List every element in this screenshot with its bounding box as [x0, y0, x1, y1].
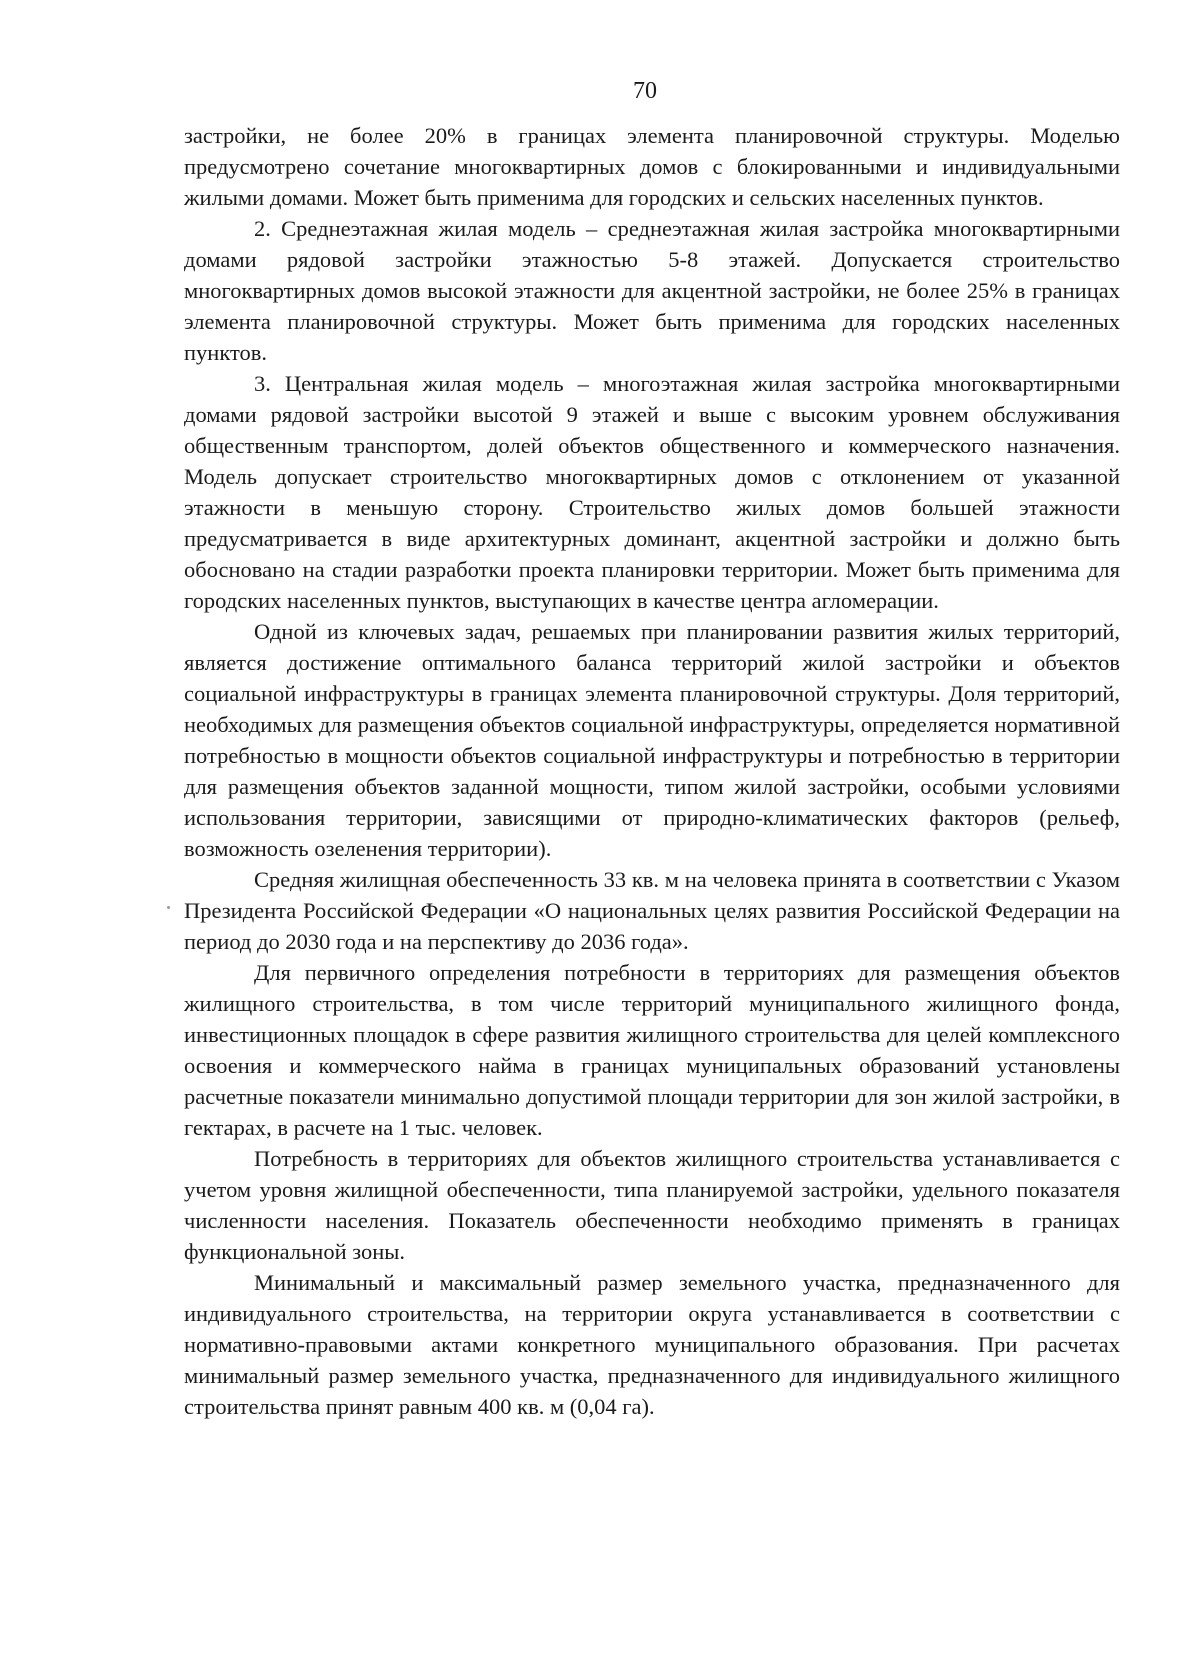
scan-artifact-dot: [167, 906, 170, 909]
paragraph-mid-rise-model: 2. Среднеэтажная жилая модель – среднеэтажная жилая застройка многоквартирными домами рядовой застройки этажностью 5-8 этажей. Допускается строительство многоквартирных домов высокой этажности для акцентной застройки, не более 25% в границах элемента планировочной структуры. Может быть применима для городских населенных пунктов.: [184, 216, 1120, 365]
paragraph-continuation: застройки, не более 20% в границах элемента планировочной структуры. Моделью предусмотрено сочетание многоквартирных домов с блокированными и индивидуальными жилыми домами. Может быть применима для городских и сельских населенных пунктов.: [184, 123, 1120, 210]
paragraph-land-plot-size: Минимальный и максимальный размер земельного участка, предназначенного для индивидуального строительства, на территории округа устанавливается в соответствии с нормативно-правовыми актами конкретного муниципального образования. При расчетах минимальный размер земельного участка, предназначенного для индивидуального жилищного строительства принят равным 400 кв. м (0,04 га).: [184, 1270, 1120, 1419]
paragraph-territory-balance: Одной из ключевых задач, решаемых при планировании развития жилых территорий, является достижение оптимального баланса территорий жилой застройки и объектов социальной инфраструктуры в границах элемента планировочной структуры. Доля территорий, необходимых для размещения объектов социальной инфраструктуры, определяется нормативной потребностью в мощности объектов социальной инфраструктуры и потребностью в территории для размещения объектов заданной мощности, типом жилой застройки, особыми условиями использования территории, зависящими от природно-климатических факторов (рельеф, возможность озеленения территории).: [184, 619, 1120, 861]
paragraph-need-calculation: Потребность в территориях для объектов жилищного строительства устанавливается с учетом уровня жилищной обеспеченности, типа планируемой застройки, удельного показателя численности населения. Показатель обеспеченности необходимо применять в границах функциональной зоны.: [184, 1146, 1120, 1264]
document-body: [184, 120, 1120, 1422]
page-number: 70: [633, 78, 657, 104]
paragraph-central-model: 3. Центральная жилая модель – многоэтажная жилая застройка многоквартирными домами рядовой застройки высотой 9 этажей и выше с высоким уровнем обслуживания общественным транспортом, долей объектов общественного и коммерческого назначения. Модель допускает строительство многоквартирных домов с отклонением от указанной этажности в меньшую сторону. Строительство жилых домов большей этажности предусматривается в виде архитектурных доминант, акцентной застройки и должно быть обосновано на стадии разработки проекта планировки территории. Может быть применима для городских населенных пунктов, выступающих в качестве центра агломерации.: [184, 371, 1120, 613]
paragraph-housing-provision: Средняя жилищная обеспеченность 33 кв. м на человека принята в соответствии с Указом Президента Российской Федерации «О национальных целях развития Российской Федерации на период до 2030 года и на перспективу до 2036 года».: [184, 867, 1120, 954]
paragraph-territory-need: Для первичного определения потребности в территориях для размещения объектов жилищного строительства, в том числе территорий муниципального жилищного фонда, инвестиционных площадок в сфере развития жилищного строительства для целей комплексного освоения и коммерческого найма в границах муниципальных образований установлены расчетные показатели минимально допустимой площади территории для зон жилой застройки, в гектарах, в расчете на 1 тыс. человек.: [184, 960, 1120, 1140]
